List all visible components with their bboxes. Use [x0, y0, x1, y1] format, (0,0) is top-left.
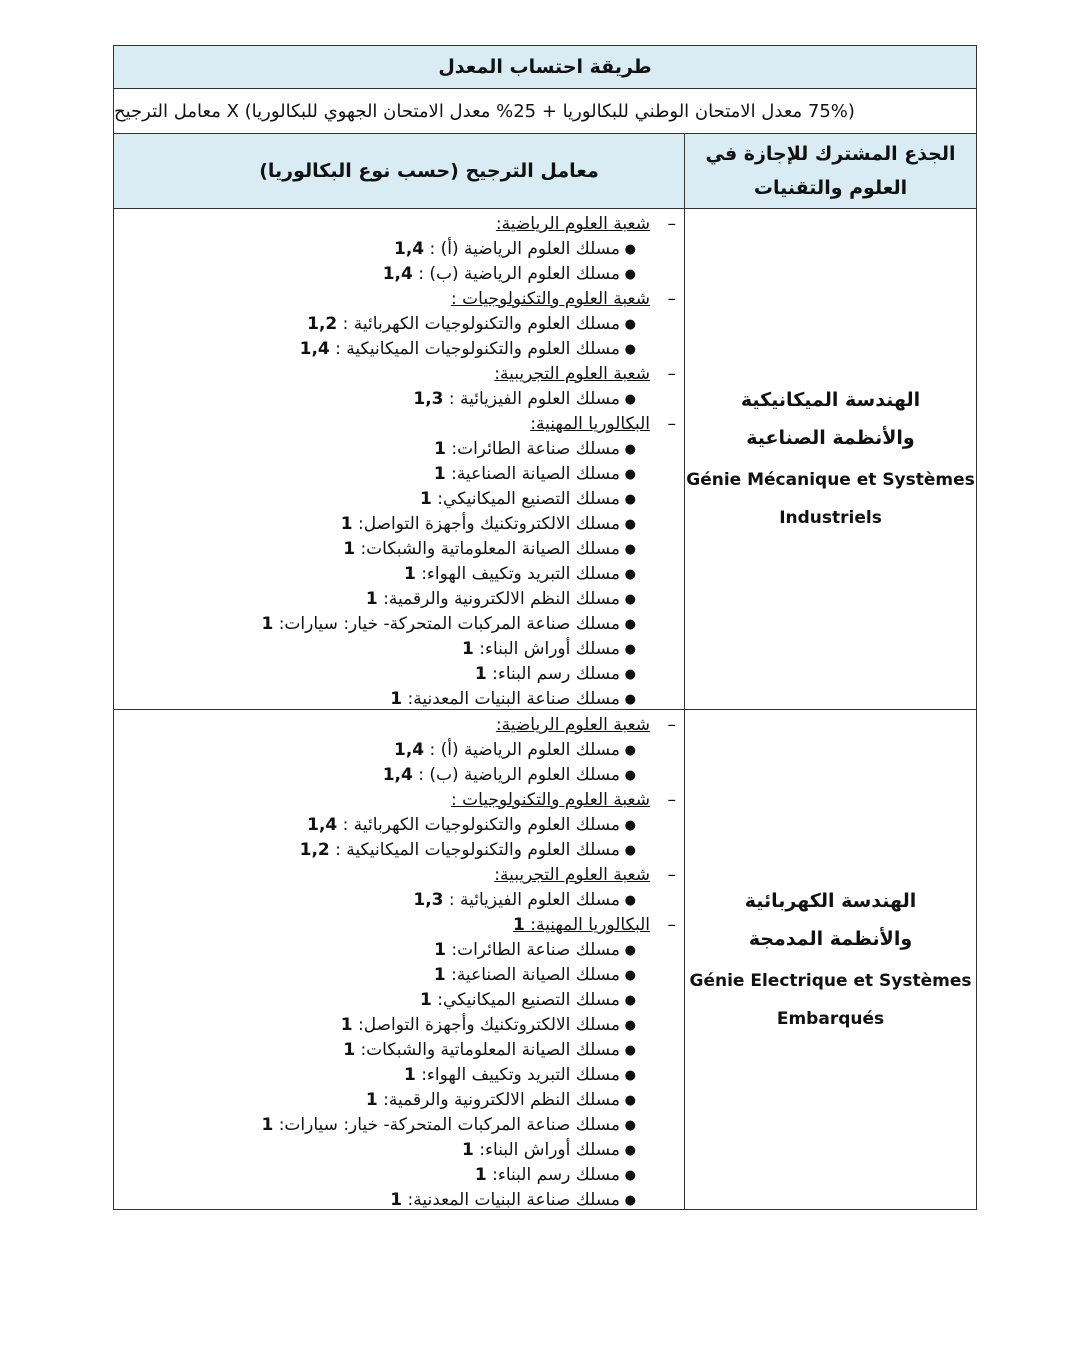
line-text: مسلك التبريد وتكييف الهواء:	[415, 1065, 620, 1085]
line-text: مسلك النظم الالكترونية والرقمية:	[377, 1090, 620, 1110]
branch-heading	[114, 913, 684, 938]
field-name-french: Génie Electrique et Systèmes	[689, 970, 972, 991]
header-common-core: الجذع المشترك للإجازة في العلوم والتقنيات	[684, 134, 976, 208]
branch-heading	[114, 713, 684, 738]
bullet-icon: ●	[624, 667, 636, 682]
line-text: مسلك العلوم الرياضية (ب) :	[412, 264, 620, 284]
track-item	[114, 312, 684, 337]
table-title: طريقة احتساب المعدل	[114, 46, 976, 89]
header-coefficient: معامل الترجيح (حسب نوع البكالوريا)	[259, 160, 599, 182]
line-text: شعبة العلوم التجريبية:	[494, 364, 650, 384]
field-cell	[684, 710, 976, 1209]
field-cell	[684, 209, 976, 709]
bullet-icon: ●	[624, 692, 636, 707]
bullet-icon: ●	[624, 267, 636, 282]
line-text: مسلك العلوم الرياضية (أ) :	[424, 740, 620, 760]
coefficient-value: 1,3	[413, 389, 444, 409]
bullet-icon: ●	[624, 567, 636, 582]
track-item	[114, 813, 684, 838]
bullet-icon: ●	[624, 1068, 636, 1083]
coefficient-value: 1	[474, 1165, 487, 1185]
line-text: مسلك الصيانة المعلوماتية والشبكات:	[355, 1040, 620, 1060]
branch-heading	[114, 212, 684, 237]
line-text: شعبة العلوم التجريبية:	[494, 865, 650, 885]
dash-marker: –	[667, 214, 676, 234]
field-name-arabic: الهندسة الميكانيكية والأنظمة الصناعية	[740, 389, 921, 449]
line-text: شعبة العلوم والتكنولوجيات :	[451, 790, 650, 810]
field-name-french: Génie Mécanique et Systèmes	[686, 470, 975, 490]
dash-marker: –	[667, 715, 676, 735]
track-item	[114, 763, 684, 788]
line-text: مسلك صناعة المركبات المتحركة- خيار: سيارات:	[273, 614, 620, 634]
track-item	[114, 963, 684, 988]
coefficient-value: 1	[420, 990, 432, 1010]
coefficient-value: 1	[343, 1040, 356, 1060]
track-item	[114, 888, 684, 913]
track-item	[114, 512, 684, 537]
line-text: مسلك العلوم والتكنولوجيات الميكانيكية :	[329, 840, 620, 860]
bullet-icon: ●	[624, 317, 636, 332]
bullet-icon: ●	[624, 442, 636, 457]
coefficient-value: 1,4	[299, 339, 330, 359]
line-text: شعبة العلوم الرياضية:	[495, 715, 650, 735]
dash-marker: –	[667, 865, 676, 885]
coefficient-value: 1	[340, 514, 353, 534]
coefficient-value: 1	[462, 1140, 474, 1160]
bullet-icon: ●	[624, 1043, 636, 1058]
line-text: مسلك العلوم والتكنولوجيات الميكانيكية :	[329, 339, 620, 359]
coefficient-value: 1	[403, 564, 416, 584]
bullet-icon: ●	[624, 642, 636, 657]
coefficient-value: 1	[403, 1065, 416, 1085]
coefficient-value: 1	[512, 915, 525, 935]
line-text: مسلك العلوم الرياضية (ب) :	[412, 765, 620, 785]
line-text: مسلك العلوم الفيزيائية :	[443, 890, 620, 910]
dash-marker: –	[667, 364, 676, 384]
track-item	[114, 988, 684, 1013]
line-text: مسلك النظم الالكترونية والرقمية:	[377, 589, 620, 609]
bullet-icon: ●	[624, 542, 636, 557]
coefficient-value: 1	[340, 1015, 353, 1035]
coefficient-value: 1	[390, 1190, 403, 1210]
bullet-icon: ●	[624, 517, 636, 532]
section-electrical	[114, 710, 976, 1209]
coefficient-list	[114, 209, 684, 709]
coefficient-value: 1	[420, 489, 432, 509]
coefficient-value: 1	[433, 965, 446, 985]
coefficient-value: 1	[365, 1090, 378, 1110]
bullet-icon: ●	[624, 1093, 636, 1108]
track-item	[114, 587, 684, 612]
bullet-icon: ●	[624, 242, 636, 257]
track-item	[114, 687, 684, 712]
line-text: مسلك أوراش البناء:	[473, 639, 620, 659]
bullet-icon: ●	[624, 768, 636, 783]
branch-heading	[114, 362, 684, 387]
dash-marker: –	[667, 289, 676, 309]
track-item	[114, 612, 684, 637]
track-item	[114, 1113, 684, 1138]
branch-heading	[114, 287, 684, 312]
bullet-icon: ●	[624, 592, 636, 607]
bullet-icon: ●	[624, 1193, 636, 1208]
average-formula: (75% معدل الامتحان الوطني للبكالوريا + 25% معدل الامتحان الجهوي للبكالوريا) X معامل الترجيح	[114, 89, 976, 134]
coefficient-list	[114, 710, 684, 1209]
coefficient-value: 1,4	[394, 239, 425, 259]
track-item	[114, 262, 684, 287]
line-text: مسلك الالكتروتكنيك وأجهزة التواصل:	[352, 514, 620, 534]
coefficient-value: 1,4	[382, 264, 413, 284]
track-item	[114, 537, 684, 562]
track-item	[114, 838, 684, 863]
bullet-icon: ●	[624, 743, 636, 758]
line-text: مسلك صناعة البنيات المعدنية:	[402, 689, 620, 709]
line-text: مسلك التصنيع الميكانيكي:	[431, 489, 620, 509]
track-item	[114, 387, 684, 412]
track-item	[114, 487, 684, 512]
bullet-icon: ●	[624, 1168, 636, 1183]
line-text: مسلك صناعة الطائرات:	[445, 439, 620, 459]
coefficient-value: 1,2	[307, 314, 338, 334]
line-text: مسلك التصنيع الميكانيكي:	[431, 990, 620, 1010]
line-text: مسلك صناعة البنيات المعدنية:	[402, 1190, 620, 1210]
branch-heading	[114, 412, 684, 437]
bullet-icon: ●	[624, 1118, 636, 1133]
bullet-icon: ●	[624, 342, 636, 357]
bullet-icon: ●	[624, 467, 636, 482]
line-text: مسلك رسم البناء:	[486, 664, 620, 684]
track-item	[114, 462, 684, 487]
track-item	[114, 662, 684, 687]
line-text: مسلك الصيانة المعلوماتية والشبكات:	[355, 539, 620, 559]
coefficient-value: 1	[434, 940, 446, 960]
bullet-icon: ●	[624, 1018, 636, 1033]
track-item	[114, 1013, 684, 1038]
track-item	[114, 1138, 684, 1163]
line-text: شعبة العلوم الرياضية:	[495, 214, 650, 234]
coefficient-value: 1,4	[382, 765, 413, 785]
coefficient-value: 1	[261, 614, 274, 634]
line-text: مسلك رسم البناء:	[486, 1165, 620, 1185]
coefficient-value: 1	[462, 639, 474, 659]
dash-marker: –	[667, 414, 676, 434]
line-text: شعبة العلوم والتكنولوجيات :	[451, 289, 650, 309]
bullet-icon: ●	[624, 968, 636, 983]
track-item	[114, 738, 684, 763]
track-item	[114, 1038, 684, 1063]
line-text: مسلك الصيانة الصناعية:	[445, 965, 620, 985]
section-mechanical	[114, 209, 976, 710]
table-header	[114, 134, 976, 209]
line-text: مسلك التبريد وتكييف الهواء:	[415, 564, 620, 584]
coefficient-value: 1,2	[299, 840, 330, 860]
bullet-icon: ●	[624, 893, 636, 908]
track-item	[114, 1163, 684, 1188]
line-text: مسلك الصيانة الصناعية:	[445, 464, 620, 484]
bullet-icon: ●	[624, 843, 636, 858]
dash-marker: –	[667, 915, 676, 935]
coefficient-value: 1	[343, 539, 356, 559]
line-text: مسلك العلوم الفيزيائية :	[443, 389, 620, 409]
bullet-icon: ●	[624, 943, 636, 958]
line-text: مسلك العلوم والتكنولوجيات الكهربائية :	[337, 815, 620, 835]
coefficient-value: 1	[365, 589, 378, 609]
coefficient-table	[113, 45, 977, 1210]
coefficient-value: 1,4	[307, 815, 338, 835]
bullet-icon: ●	[624, 617, 636, 632]
coefficient-value: 1,3	[413, 890, 444, 910]
line-text: مسلك العلوم والتكنولوجيات الكهربائية :	[337, 314, 620, 334]
branch-heading	[114, 863, 684, 888]
field-name-french-line2: Embarqués	[776, 1008, 885, 1029]
branch-heading	[114, 788, 684, 813]
bullet-icon: ●	[624, 392, 636, 407]
line-text: مسلك صناعة المركبات المتحركة- خيار: سيارات:	[273, 1115, 620, 1135]
coefficient-value: 1	[434, 439, 446, 459]
line-text: مسلك العلوم الرياضية (أ) :	[424, 239, 620, 259]
bullet-icon: ●	[624, 1143, 636, 1158]
bullet-icon: ●	[624, 492, 636, 507]
field-name-french-line2: Industriels	[779, 508, 882, 528]
track-item	[114, 1063, 684, 1088]
track-item	[114, 337, 684, 362]
bullet-icon: ●	[624, 818, 636, 833]
track-item	[114, 938, 684, 963]
track-item	[114, 437, 684, 462]
coefficient-value: 1	[433, 464, 446, 484]
line-text: البكالوريا المهنية:	[524, 915, 650, 935]
track-item	[114, 1088, 684, 1113]
line-text: البكالوريا المهنية:	[530, 414, 650, 434]
coefficient-value: 1	[390, 689, 403, 709]
track-item	[114, 637, 684, 662]
track-item	[114, 237, 684, 262]
coefficient-value: 1	[474, 664, 487, 684]
dash-marker: –	[667, 790, 676, 810]
line-text: مسلك أوراش البناء:	[473, 1140, 620, 1160]
track-item	[114, 1188, 684, 1213]
line-text: مسلك صناعة الطائرات:	[445, 940, 620, 960]
line-text: مسلك الالكتروتكنيك وأجهزة التواصل:	[352, 1015, 620, 1035]
track-item	[114, 562, 684, 587]
coefficient-value: 1,4	[394, 740, 425, 760]
field-name-arabic: الهندسة الكهربائية والأنظمة المدمجة	[744, 889, 917, 950]
coefficient-value: 1	[261, 1115, 274, 1135]
bullet-icon: ●	[624, 993, 636, 1008]
